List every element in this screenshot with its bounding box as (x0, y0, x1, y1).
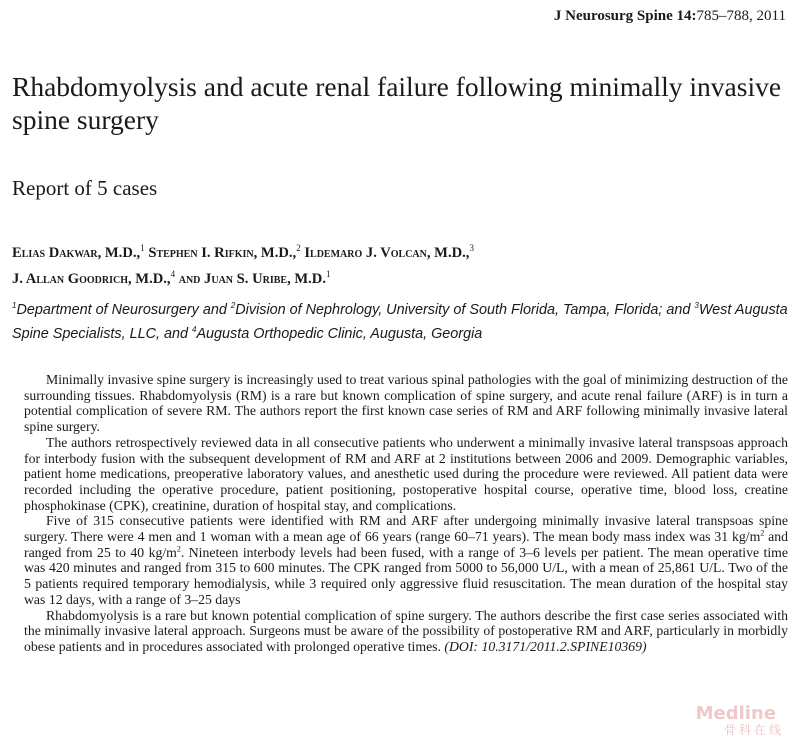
abstract-paragraph-results (24, 513, 788, 607)
affiliation-mark: 2 (230, 301, 236, 310)
author-name: Ildemaro J. Volcan, M.D., (304, 244, 470, 261)
abstract-paragraph-methods: The authors retrospectively reviewed data in all consecutive patients who underwent a minimally invasive lateral transpsoas approach for interbody fusion with the subsequent development of RM and ARF at 2 institutions between 2006 and 2009. Demographic variables, patient home medications, preoperative laboratory values, and anesthetic used during the procedure were reviewed. All patient data were recorded including the operative procedure, patient positioning, postoperative hospital course, operative time, blood loss, creatine phosphokinase (CPK), creatinine, duration of hospital stay, and complications. (24, 434, 788, 513)
results-text: and ranged from 25 to 40 kg/m (24, 529, 788, 560)
author-affiliation-mark: 4 (170, 268, 176, 279)
affiliation-text: West Augusta Spine Specialists, LLC, and (12, 301, 788, 342)
author-name: Stephen I. Rifkin, M.D., (148, 244, 297, 261)
doi-link[interactable]: (DOI: 10.3171/2011.2.SPINE10369) (444, 638, 647, 654)
superscript: 2 (176, 544, 181, 554)
watermark-logo-text: Medline (695, 703, 776, 724)
abstract-paragraph-conclusions (24, 608, 788, 655)
journal-pages: 785–788, 2011 (696, 8, 786, 24)
author-connector: and (178, 270, 201, 287)
author-name: Elias Dakwar, M.D., (12, 244, 141, 261)
affiliation-mark: 3 (694, 301, 699, 310)
author-affiliation-mark: 1 (325, 268, 331, 279)
results-text: Five of 315 consecutive patients were identified with RM and ARF after undergoing minimally invasive lateral transpsoas spine surgery. There were 4 men and 1 woman with a mean age of 66 years (range 60–71 years). The mean body mass index was 31 kg/m (24, 513, 788, 545)
journal-name: J Neurosurg Spine (553, 8, 673, 24)
superscript: 2 (760, 528, 765, 538)
abstract (24, 372, 788, 655)
affiliation-text: Department of Neurosurgery and (16, 301, 231, 318)
conclusions-text: Rhabdomyolysis is a rare but known potential complication of spine surgery. The authors describe the first case series associated with the minimally invasive lateral approach. Surgeons must be aware of the possibility of postoperative RM and ARF, particularly in morbidly obese patients and in procedures associated with prolonged operative times. (24, 607, 788, 654)
article-subtitle: Report of 5 cases (12, 176, 158, 200)
affiliation-text: Augusta Orthopedic Clinic, Augusta, Georgia (196, 325, 483, 342)
journal-volume: 14: (676, 8, 697, 24)
author-affiliation-mark: 3 (469, 243, 474, 253)
affiliation-mark: 1 (12, 301, 17, 310)
abstract-paragraph-object: Minimally invasive spine surgery is increasingly used to treat various spinal pathologies with the goal of minimizing destruction of the surrounding tissues. Rhabdomyolysis (RM) is a rare but known complication of spine surgery, and acute renal failure (ARF) is in turn a potential complication of severe RM. The authors report the first known case series of RM and ARF following minimally invasive lateral spine surgery. (24, 372, 788, 435)
author-name: J. Allan Goodrich, M.D., (12, 270, 171, 287)
author-affiliation-mark: 1 (140, 243, 145, 253)
affiliations (12, 296, 792, 344)
article-title: Rhabdomyolysis and acute renal failure following minimally invasive spine surgery (12, 71, 782, 135)
watermark-logo (692, 694, 784, 738)
watermark-text: 骨科在线 (723, 723, 784, 737)
affiliation-mark: 4 (192, 324, 197, 334)
journal-citation (554, 8, 786, 25)
author-affiliation-mark: 2 (296, 243, 301, 253)
affiliation-text: Division of Nephrology, University of South Florida, Tampa, Florida; and (235, 301, 695, 318)
results-text: . Nineteen interbody levels had been fused, with a range of 3–6 levels per patient. The mean operative time was 420 minutes and ranged from 315 to 600 minutes. The CPK ranged from 5000 to 56,000 U/L, with a mean of 25,861 U/L. Two of the 5 patients required temporary hemodialysis, while 3 required only aggressive fluid resuscitation. The mean duration of the hospital stay was 12 days, with a range of 3–25 days (24, 544, 788, 607)
author-name: Juan S. Uribe, M.D. (204, 270, 326, 287)
author-list (12, 238, 792, 290)
